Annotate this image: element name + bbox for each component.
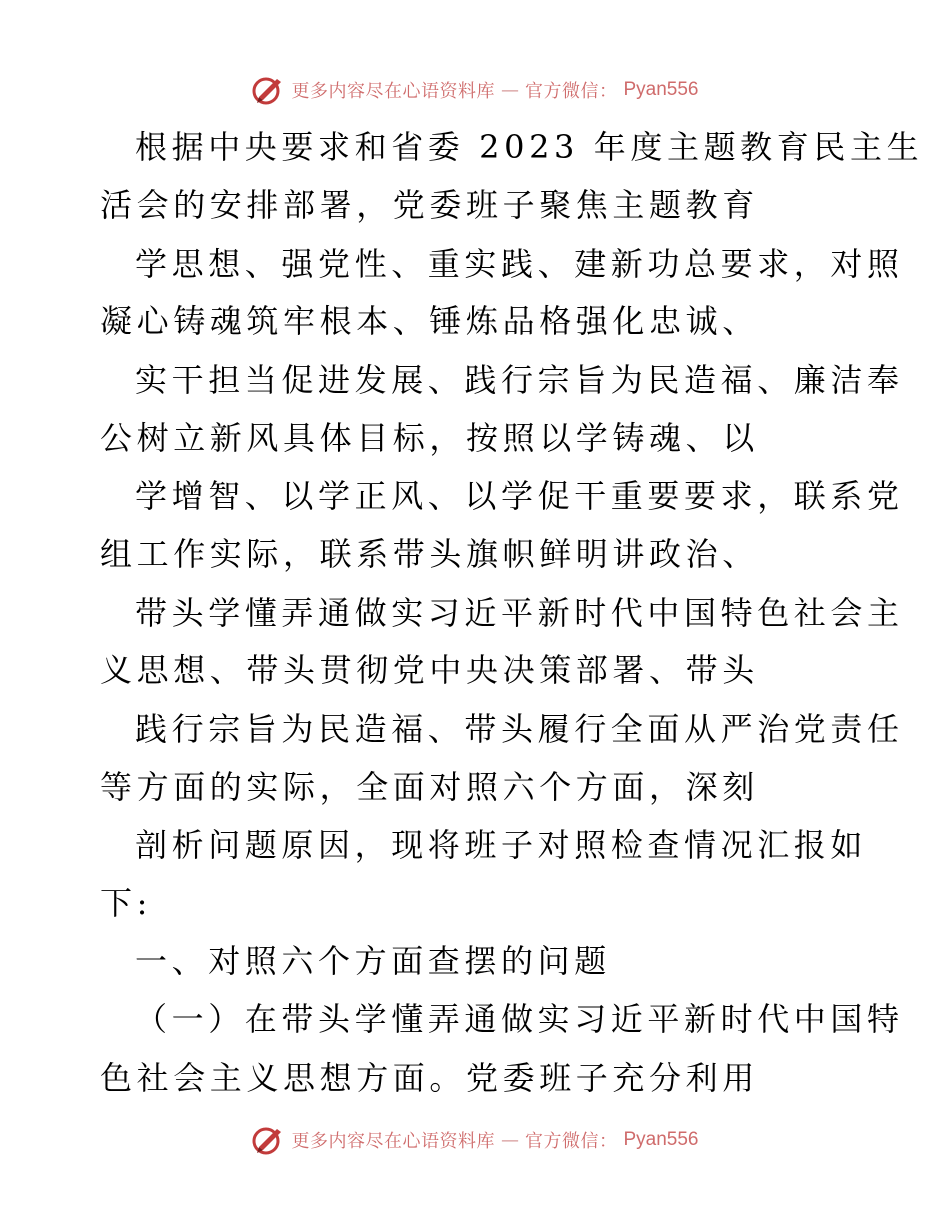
- text-line: 活会的安排部署，党委班子聚焦主题教育: [100, 186, 759, 224]
- text-line: 剖析问题原因，现将班子对照检查情况汇报如: [135, 826, 868, 864]
- text-line: 公树立新风具体目标，按照以学铸魂、以: [100, 419, 759, 457]
- watermark-text: 更多内容尽在心语资料库: [291, 81, 495, 102]
- text-line: 下:: [100, 884, 152, 922]
- pen-logo-icon: [251, 1123, 285, 1157]
- header-watermark: [0, 70, 950, 110]
- watermark-separator: —: [500, 1129, 519, 1151]
- text-line: 践行宗旨为民造福、带头履行全面从严治党责任: [135, 710, 904, 748]
- text-line: 根据中央要求和省委 2023 年度主题教育民主生: [135, 128, 924, 166]
- text-line: 带头学懂弄通做实习近平新时代中国特色社会主: [135, 594, 904, 632]
- text-line: 等方面的实际，全面对照六个方面，深刻: [100, 768, 759, 806]
- pen-logo-icon: [251, 73, 285, 107]
- watermark-wechat-label: 官方微信：: [524, 1131, 618, 1152]
- watermark-text: 更多内容尽在心语资料库: [291, 1131, 495, 1152]
- watermark-separator: —: [500, 79, 519, 101]
- text-line: 组工作实际，联系带头旗帜鲜明讲政治、: [100, 535, 759, 573]
- watermark-wechat-id: Pyan556: [623, 1129, 699, 1150]
- text-line: 色社会主义思想方面。党委班子充分利用: [100, 1059, 759, 1097]
- section-heading: 一、对照六个方面查摆的问题: [135, 942, 611, 980]
- text-line: 义思想、带头贯彻党中央决策部署、带头: [100, 651, 759, 689]
- watermark-wechat-label: 官方微信：: [524, 81, 618, 102]
- footer-watermark: [0, 1120, 950, 1160]
- text-line: 实干担当促进发展、践行宗旨为民造福、廉洁奉: [135, 361, 904, 399]
- subsection-heading: （一）在带头学懂弄通做实习近平新时代中国特: [135, 1000, 904, 1038]
- text-line: 学思想、强党性、重实践、建新功总要求，对照: [135, 245, 904, 283]
- watermark-wechat-id: Pyan556: [623, 79, 699, 100]
- text-line: 凝心铸魂筑牢根本、锤炼品格强化忠诚、: [100, 302, 759, 340]
- text-line: 学增智、以学正风、以学促干重要要求，联系党: [135, 477, 904, 515]
